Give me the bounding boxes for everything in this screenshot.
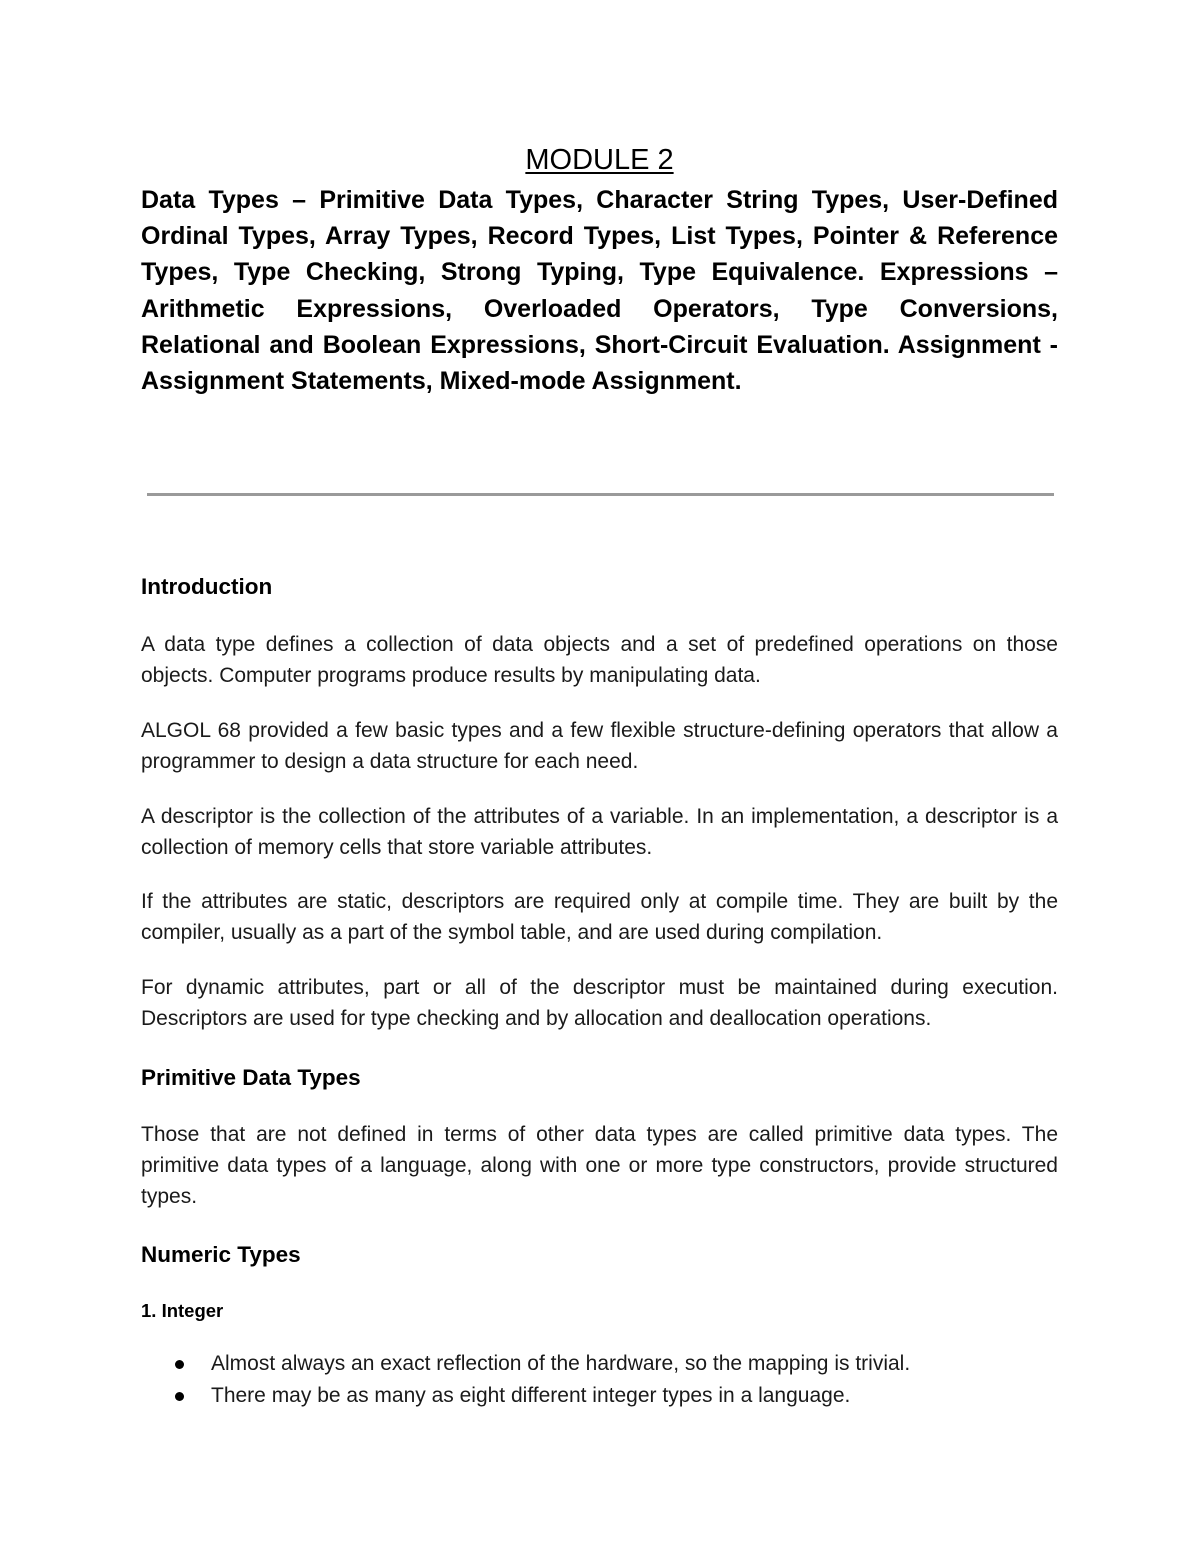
bullet-icon bbox=[175, 1360, 184, 1369]
introduction-paragraph-5: For dynamic attributes, part or all of the descriptor must be maintained during execution. Descriptors are used for type checking and by allocation and deallocation operations. bbox=[141, 976, 1058, 1030]
list-item bbox=[141, 1380, 1058, 1412]
module-summary: Data Types – Primitive Data Types, Character String Types, User-Defined Ordinal Types, Array Types, Record Types, List Types, Pointer & Reference Types, Type Checking, Strong Typing, Type Equivalence. Expressions – Arithmetic Expressions, Overloaded Operators, Type Conversions, Relational and Boolean Expressions, Short-Circuit Evaluation. Assignment - Assignment Statements, Mixed-mode Assignment. bbox=[141, 186, 1058, 396]
integer-subheading: 1. Integer bbox=[141, 1300, 224, 1321]
primitive-data-types-paragraph: Those that are not defined in terms of other data types are called primitive data types. The primitive data types of a language, along with one or more type constructors, provide structured types. bbox=[141, 1123, 1058, 1208]
list-item-text: There may be as many as eight different integer types in a language. bbox=[211, 1383, 851, 1407]
introduction-heading: Introduction bbox=[141, 574, 273, 599]
primitive-data-types-heading: Primitive Data Types bbox=[141, 1065, 361, 1090]
integer-bullet-list bbox=[141, 1348, 1058, 1411]
introduction-paragraph-2: ALGOL 68 provided a few basic types and a few flexible structure-defining operators that allow a programmer to design a data structure for each need. bbox=[141, 719, 1058, 773]
bullet-icon bbox=[175, 1392, 184, 1401]
introduction-paragraph-4: If the attributes are static, descriptors are required only at compile time. They are built by the compiler, usually as a part of the symbol table, and are used during compilation. bbox=[141, 890, 1058, 944]
introduction-paragraph-3: A descriptor is the collection of the attributes of a variable. In an implementation, a descriptor is a collection of memory cells that store variable attributes. bbox=[141, 805, 1058, 859]
module-title: MODULE 2 bbox=[525, 144, 674, 176]
list-item bbox=[141, 1348, 1058, 1380]
introduction-paragraph-1: A data type defines a collection of data objects and a set of predefined operations on those objects. Computer programs produce results by manipulating data. bbox=[141, 633, 1058, 687]
list-item-text: Almost always an exact reflection of the hardware, so the mapping is trivial. bbox=[211, 1352, 911, 1375]
horizontal-divider bbox=[147, 493, 1054, 496]
numeric-types-heading: Numeric Types bbox=[141, 1242, 301, 1267]
